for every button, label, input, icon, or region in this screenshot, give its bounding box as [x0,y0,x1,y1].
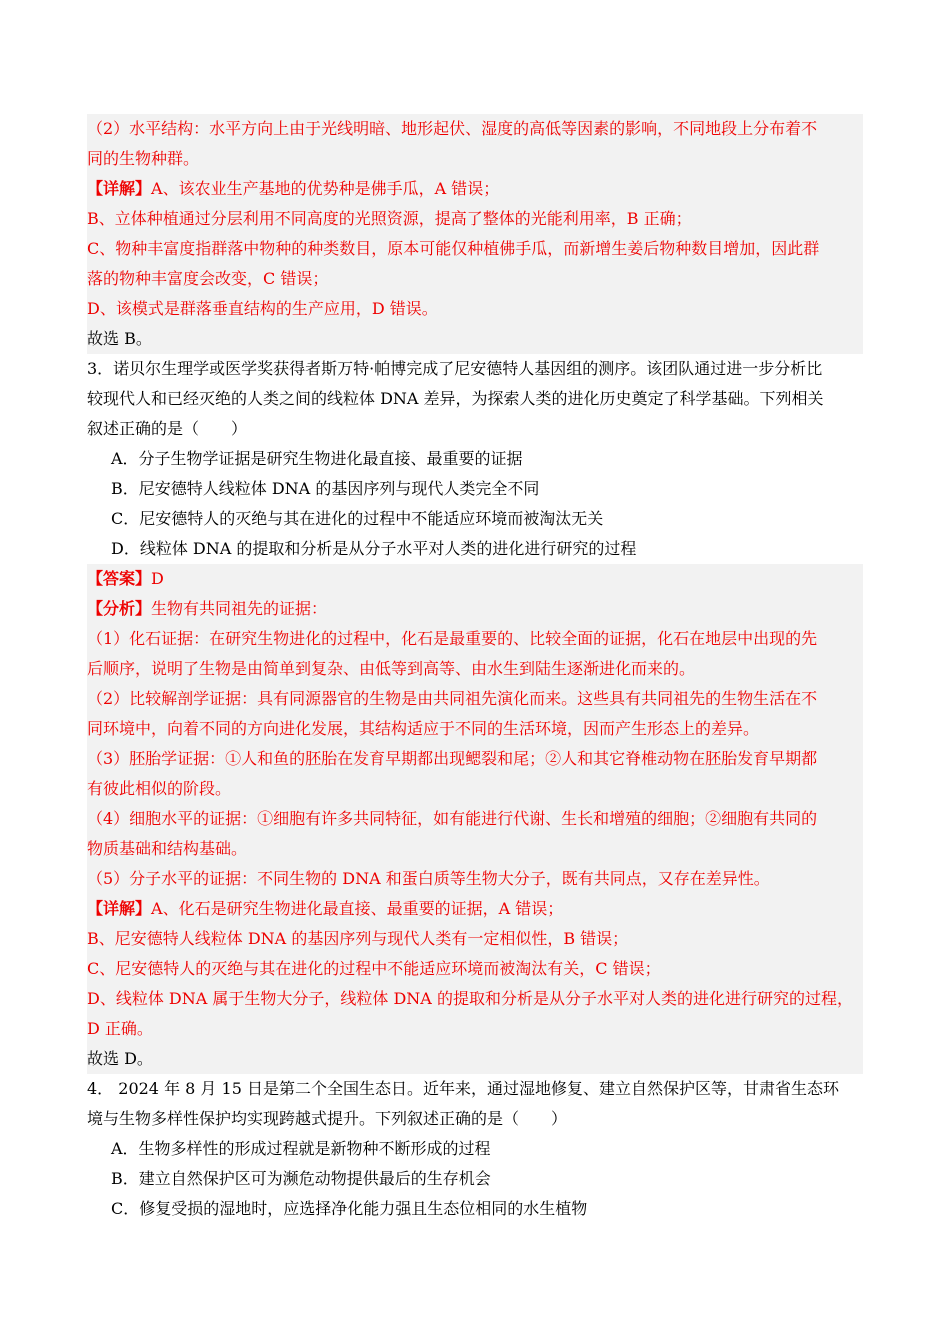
text-line: 同环境中，向着不同的方向进化发展，其结构适应于不同的生活环境，因而产生形态上的差异。 [87,719,760,738]
option-d: D．线粒体 DNA 的提取和分析是从分子水平对人类的进化进行研究的过程 [111,539,637,558]
option-c: C．尼安德特人的灭绝与其在进化的过程中不能适应环境而被淘汰无关 [111,509,604,528]
detail-line [87,174,863,204]
q3-answer-block [87,564,863,1074]
answer-value: D [151,569,164,588]
option-a: A．生物多样性的形成过程就是新物种不断形成的过程 [111,1139,491,1158]
detail-line [87,894,863,924]
text-line: 有彼此相似的阶段。 [87,779,232,798]
text-line: D、该模式是群落垂直结构的生产应用，D 错误。 [87,299,438,318]
question-stem-line: 4． 2024 年 8 月 15 日是第二个全国生态日。近年来，通过湿地修复、建立自然保护区等，甘肃省生态环 [87,1079,839,1098]
text-line: 后顺序，说明了生物是由简单到复杂、由低等到高等、由水生到陆生逐渐进化而来的。 [87,659,696,678]
text-line: 物质基础和结构基础。 [87,839,248,858]
analysis-tag: 【分析】 [87,599,152,618]
text-line: 同的生物种群。 [87,149,200,168]
detail-text: A、该农业生产基地的优势种是佛手瓜，A 错误； [151,179,500,198]
detail-tag: 【详解】 [87,179,152,198]
text-line: B、立体种植通过分层利用不同高度的光照资源，提高了整体的光能利用率，B 正确； [87,209,692,228]
option-a: A．分子生物学证据是研究生物进化最直接、最重要的证据 [111,449,523,468]
text-line: （2）水平结构：水平方向上由于光线明暗、地形起伏、湿度的高低等因素的影响，不同地段上分布着不 [87,119,818,138]
conclusion-line: 故选 B。 [87,329,152,348]
answer-line [87,564,863,594]
prev-answer-block [87,114,863,354]
question-stem-line: 较现代人和已经灭绝的人类之间的线粒体 DNA 差异，为探索人类的进化历史奠定了科学基础。下列相关 [87,389,824,408]
detail-text: A、化石是研究生物进化最直接、最重要的证据，A 错误； [151,899,564,918]
text-line: （5）分子水平的证据：不同生物的 DNA 和蛋白质等生物大分子，既有共同点，又存在差异性。 [87,869,770,888]
text-line: （3）胚胎学证据：①人和鱼的胚胎在发育早期都出现鳃裂和尾；②人和其它脊椎动物在胚胎发育早期都 [87,749,818,768]
option-c: C．修复受损的湿地时，应选择净化能力强且生态位相同的水生植物 [111,1199,588,1218]
question-4 [87,1074,863,1224]
conclusion-line: 故选 D。 [87,1049,153,1068]
option-b: B．尼安德特人线粒体 DNA 的基因序列与现代人类完全不同 [111,479,540,498]
text-line: （2）比较解剖学证据：具有同源器官的生物是由共同祖先演化而来。这些具有共同祖先的生物生活在不 [87,689,818,708]
document-page [87,114,863,1224]
analysis-intro: 生物有共同祖先的证据： [151,599,328,618]
text-line: C、物种丰富度指群落中物种的种类数目，原本可能仅种植佛手瓜，而新增生姜后物种数目增加，因此群 [87,239,820,258]
question-stem-line: 境与生物多样性保护均实现跨越式提升。下列叙述正确的是（ ） [87,1109,568,1128]
text-line: 落的物种丰富度会改变，C 错误； [87,269,329,288]
text-line: （1）化石证据：在研究生物进化的过程中，化石是最重要的、比较全面的证据，化石在地层中出现的先 [87,629,818,648]
analysis-line [87,594,863,624]
text-line: B、尼安德特人线粒体 DNA 的基因序列与现代人类有一定相似性，B 错误； [87,929,629,948]
text-line: （4）细胞水平的证据：①细胞有许多共同特征，如有能进行代谢、生长和增殖的细胞；②细胞有共同的 [87,809,818,828]
text-line: D 正确。 [87,1019,153,1038]
text-line: D、线粒体 DNA 属于生物大分子，线粒体 DNA 的提取和分析是从分子水平对人类的进化进行研究的过程， [87,989,853,1008]
detail-tag: 【详解】 [87,899,152,918]
option-b: B．建立自然保护区可为濒危动物提供最后的生存机会 [111,1169,491,1188]
text-line: C、尼安德特人的灭绝与其在进化的过程中不能适应环境而被淘汰有关，C 错误； [87,959,661,978]
question-stem-line: 叙述正确的是（ ） [87,419,248,438]
question-stem-line: 3．诺贝尔生理学或医学奖获得者斯万特·帕博完成了尼安德特人基因组的测序。该团队通过进一步分析比 [87,359,823,378]
question-3 [87,354,863,564]
answer-tag: 【答案】 [87,569,152,588]
